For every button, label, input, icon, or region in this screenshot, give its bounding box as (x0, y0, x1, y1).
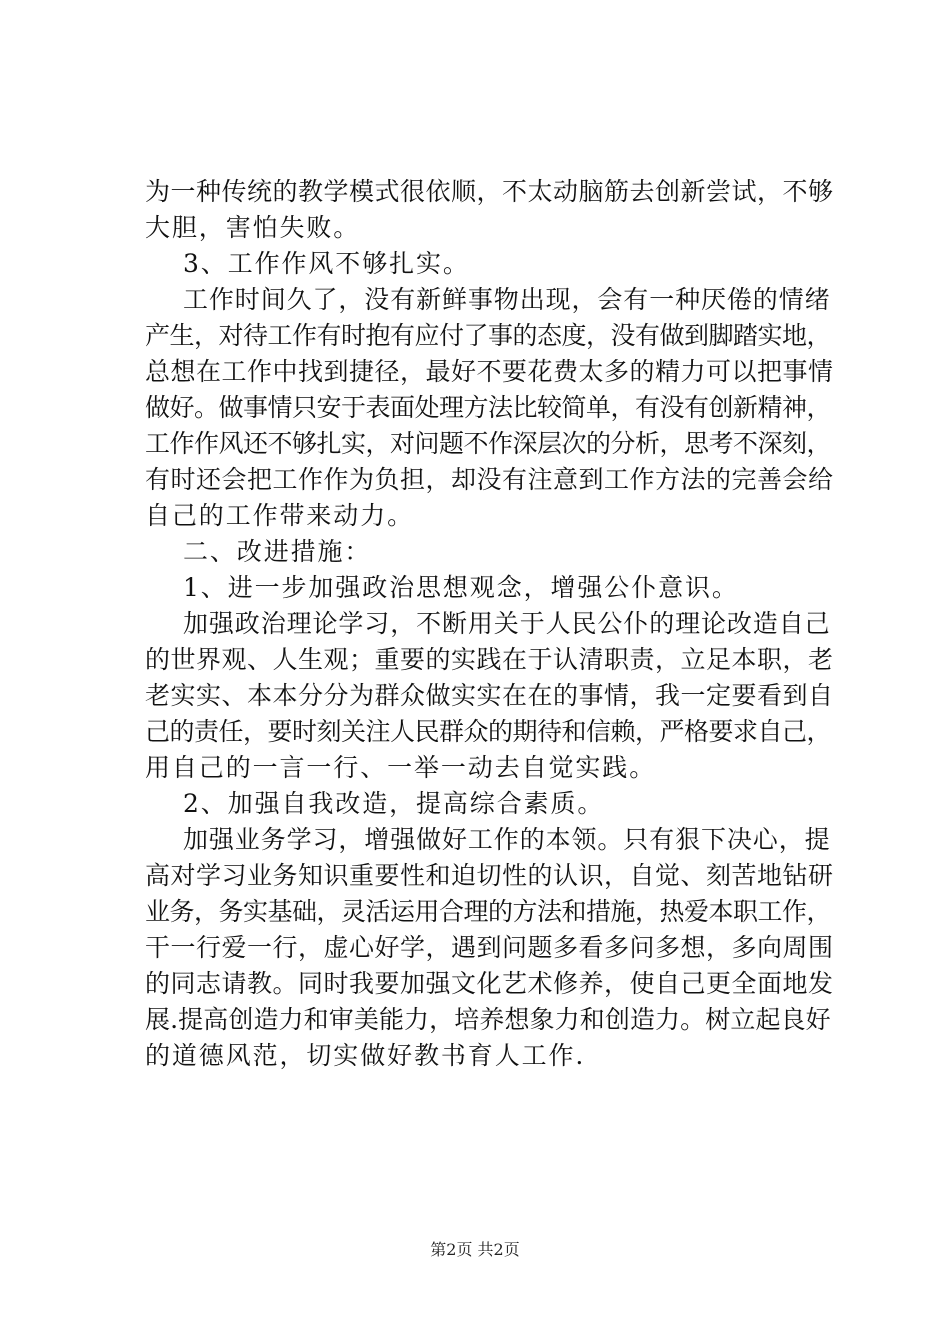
text-line: 大胆，害怕失败。 (145, 213, 361, 242)
text-line: 用自己的一言一行、一举一动去自觉实践。 (145, 753, 657, 782)
text-line: 的道德风范，切实做好教书育人工作. (145, 1041, 586, 1070)
text-line: 产生，对待工作有时抱有应付了事的态度，没有做到脚踏实地， (145, 321, 832, 350)
text-line: 有时还会把工作作为负担，却没有注意到工作方法的完善会给 (145, 465, 834, 494)
text-line: 做好。做事情只安于表面处理方法比较简单，有没有创新精神， (145, 393, 832, 422)
text-line: 的世界观、人生观；重要的实践在于认清职责，立足本职，老 (145, 645, 834, 674)
text-line: 工作作风还不够扎实，对问题不作深层次的分析，思考不深刻， (145, 429, 832, 458)
section-heading: 3、工作作风不够扎实。 (183, 249, 470, 278)
text-line: 老实实、本本分分为群众做实实在在的事情，我一定要看到自 (145, 681, 834, 710)
text-line: 为一种传统的教学模式很依顺，不太动脑筋去创新尝试，不够 (145, 177, 834, 206)
text-line: 加强业务学习，增强做好工作的本领。只有狠下决心，提 (183, 825, 831, 854)
text-line: 展.提高创造力和审美能力，培养想象力和创造力。树立起良好 (145, 1005, 831, 1034)
page-number-footer: 第2页 共2页 (430, 1240, 520, 1259)
text-line: 高对学习业务知识重要性和迫切性的认识，自觉、刻苦地钻研 (145, 861, 834, 890)
text-line: 总想在工作中找到捷径，最好不要花费太多的精力可以把事情 (145, 357, 834, 386)
section-heading: 二、改进措施： (183, 537, 372, 566)
text-line: 加强政治理论学习，不断用关于人民公仆的理论改造自己 (183, 609, 831, 638)
text-line: 工作时间久了，没有新鲜事物出现，会有一种厌倦的情绪 (183, 285, 831, 314)
section-heading: 1、进一步加强政治思想观念，增强公仆意识。 (183, 573, 739, 602)
text-line: 业务，务实基础，灵活运用合理的方法和措施，热爱本职工作， (145, 897, 832, 926)
text-line: 的同志请教。同时我要加强文化艺术修养，使自己更全面地发 (145, 969, 834, 998)
text-line: 自己的工作带来动力。 (145, 501, 415, 530)
text-line: 己的责任，要时刻关注人民群众的期待和信赖，严格要求自己， (145, 717, 832, 746)
text-line: 干一行爱一行，虚心好学，遇到问题多看多问多想，多向周围 (145, 933, 834, 962)
section-heading: 2、加强自我改造，提高综合素质。 (183, 789, 605, 818)
